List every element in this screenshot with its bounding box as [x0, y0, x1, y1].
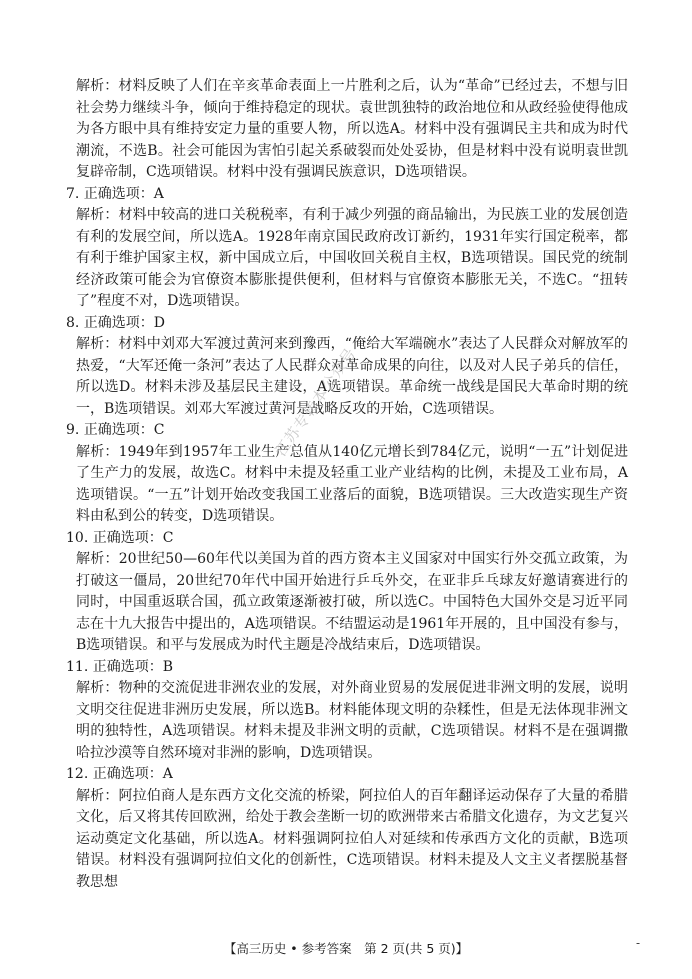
- page-footer: 【高三历史 • 参考答案 第 2 页(共 5 页)】: [223, 941, 469, 956]
- analysis-text-item-7: 解析：材料中较高的进口关税税率，有利于减少列强的商品输出，为民族工业的发展创造有利的发展空间，所以选A。1928年南京国民政府改订新约，1931年实行国定税率，都有利于维护国家主权，新中国成立后，中国收回关税自主权，B选项错误。国民党的统制经济政策可能会为官僚资本膨胀提供便利，但材料与官僚资本膨胀无关，不选C。“扭转了”程度不对，D选项错误。: [76, 207, 628, 309]
- watermark: 江苏专转本公众号: [271, 344, 360, 460]
- answer-head-item-9: 9. 正确选项：C: [66, 422, 165, 438]
- analysis-text-item-8: 解析：材料中刘邓大军渡过黄河来到豫西，“俺给大军端碗水”表达了人民群众对解放军的热爱，“大军还俺一条河”表达了人民群众对革命成果的向往，以及对人民子弟兵的信任，所以选D。材料未涉及基层民主建设，A选项错误。革命统一战线是国民大革命时期的统一，B选项错误。刘邓大军渡过黄河是战略反攻的开始，C选项错误。: [76, 336, 628, 417]
- answer-head-item-11: 11. 正确选项：B: [66, 658, 174, 675]
- analysis-text-item-10: 解析：20世纪50—60年代以美国为首的西方资本主义国家对中国实行外交孤立政策，为打破这一僵局，20世纪70年代中国开始进行乒乓外交，在亚非乒乓球友好邀请赛进行的同时，中国重返联合国，孤立政策逐渐被打破，所以选C。中国特色大国外交是习近平同志在十九大报告中提出的，A选项错误。不结盟运动是1961年开展的，且中国没有参与，B选项错误。和平与发展成为时代主题是冷战结束后，D选项错误。: [76, 551, 628, 653]
- analysis-text-item-6: 解析：材料反映了人们在辛亥革命表面上一片胜利之后，认为“革命”已经过去，不想与旧社会势力继续斗争，倾向于维持稳定的现状。袁世凯独特的政治地位和从政经验使得他成为各方眼中具有维持安定力量的重要人物，所以选A。材料中没有强调民主共和成为时代潮流，不选B。社会可能因为害怕引起关系破裂而处处妥协，但是材料中没有说明袁世凯复辟帝制，C选项错误。材料中没有强调民族意识，D选项错误。: [76, 78, 628, 180]
- analysis-text-item-12: 解析：阿拉伯商人是东西方文化交流的桥梁，阿拉伯人的百年翻译运动保存了大量的希腊文化，后又将其传回欧洲，给处于教会垄断一切的欧洲带来古希腊文化遗存，为文艺复兴运动奠定文化基础，所以选A。材料强调阿拉伯人对延续和传承西方文化的贡献，B选项错误。材料没有强调阿拉伯文化的创新性，C选项错误。材料未提及人文主义者摆脱基督教思想: [76, 787, 628, 890]
- answer-head-item-10: 10. 正确选项：C: [66, 529, 174, 546]
- answer-content: [66, 76, 628, 893]
- answer-head-item-8: 8. 正确选项：D: [66, 314, 166, 331]
- answer-head-item-7: 7. 正确选项：A: [66, 185, 164, 202]
- answer-head-item-12: 12. 正确选项：A: [66, 766, 173, 782]
- analysis-text-item-9: 解析：1949年到1957年工业生产总值从140亿元增长到784亿元，说明“一五”计划促进了生产力的发展，故选C。材料中未提及轻重工业产业结构的比例，未提及工业布局，A选项错误。“一五”计划开始改变我国工业落后的面貌，B选项错误。三大改造实现生产资料由私到公的转变，D选项错误。: [76, 443, 628, 524]
- corner-mark: -: [635, 936, 640, 950]
- analysis-text-item-11: 解析：物种的交流促进非洲农业的发展，对外商业贸易的发展促进非洲文明的发展，说明文明交往促进非洲历史发展，所以选B。材料能体现文明的杂糅性，但是无法体现非洲文明的独特性，A选项错误。材料未提及非洲文明的贡献，C选项错误。材料不是在强调撒哈拉沙漠等自然环境对非洲的影响，D选项错误。: [76, 680, 628, 761]
